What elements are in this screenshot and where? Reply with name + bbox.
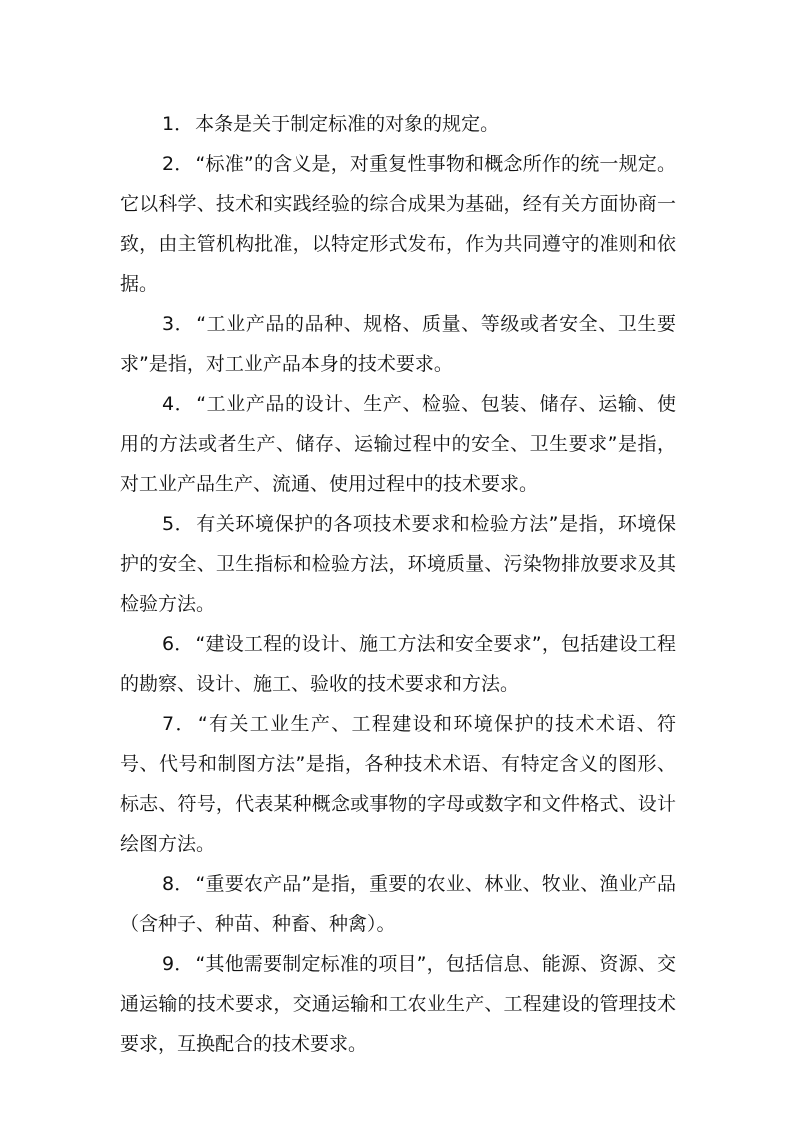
paragraph-number: 3． <box>162 313 195 335</box>
paragraph-number: 6． <box>162 633 194 655</box>
paragraph-8 <box>120 864 676 944</box>
paragraph-text: 本条是关于制定标准的对象的规定。 <box>195 113 500 135</box>
paragraph-5 <box>120 504 676 624</box>
paragraph-7 <box>120 704 676 864</box>
paragraph-1 <box>120 104 676 144</box>
paragraph-2 <box>120 144 676 304</box>
paragraph-number: 5． <box>162 513 195 535</box>
paragraph-text: “重要农产品”是指，重要的农业、林业、牧业、渔业产品（含种子、种苗、种畜、种禽）。 <box>120 873 676 935</box>
paragraph-text: “其他需要制定标准的项目”，包括信息、能源、资源、交通运输的技术要求，交通运输和工农业生产、工程建设的管理技术要求，互换配合的技术要求。 <box>120 953 676 1055</box>
document-page <box>120 104 676 1064</box>
paragraph-number: 4． <box>162 393 195 415</box>
paragraph-text: “有关工业生产、工程建设和环境保护的技术术语、符号、代号和制图方法”是指，各种技术术语、有特定含义的图形、标志、符号，代表某种概念或事物的字母或数字和文件格式、设计绘图方法。 <box>120 713 676 855</box>
paragraph-number: 2． <box>162 153 194 175</box>
paragraph-text: “建设工程的设计、施工方法和安全要求”，包括建设工程的勘察、设计、施工、验收的技术要求和方法。 <box>120 633 676 695</box>
paragraph-number: 8． <box>162 873 194 895</box>
paragraph-text: “标准”的含义是，对重复性事物和概念所作的统一规定。它以科学、技术和实践经验的综合成果为基础，经有关方面协商一致，由主管机构批准，以特定形式发布，作为共同遵守的准则和依据。 <box>120 153 676 295</box>
paragraph-number: 9． <box>162 953 194 975</box>
paragraph-text: “工业产品的设计、生产、检验、包装、储存、运输、使用的方法或者生产、储存、运输过程中的安全、卫生要求”是指，对工业产品生产、流通、使用过程中的技术要求。 <box>120 393 676 495</box>
paragraph-4 <box>120 384 676 504</box>
paragraph-6 <box>120 624 676 704</box>
paragraph-3 <box>120 304 676 384</box>
paragraph-number: 7． <box>162 713 196 735</box>
paragraph-text: “工业产品的品种、规格、质量、等级或者安全、卫生要求”是指，对工业产品本身的技术要求。 <box>120 313 676 375</box>
paragraph-text: 有关环境保护的各项技术要求和检验方法”是指，环境保护的安全、卫生指标和检验方法，环境质量、污染物排放要求及其检验方法。 <box>120 513 676 615</box>
paragraph-number: 1． <box>162 113 194 135</box>
paragraph-9 <box>120 944 676 1064</box>
